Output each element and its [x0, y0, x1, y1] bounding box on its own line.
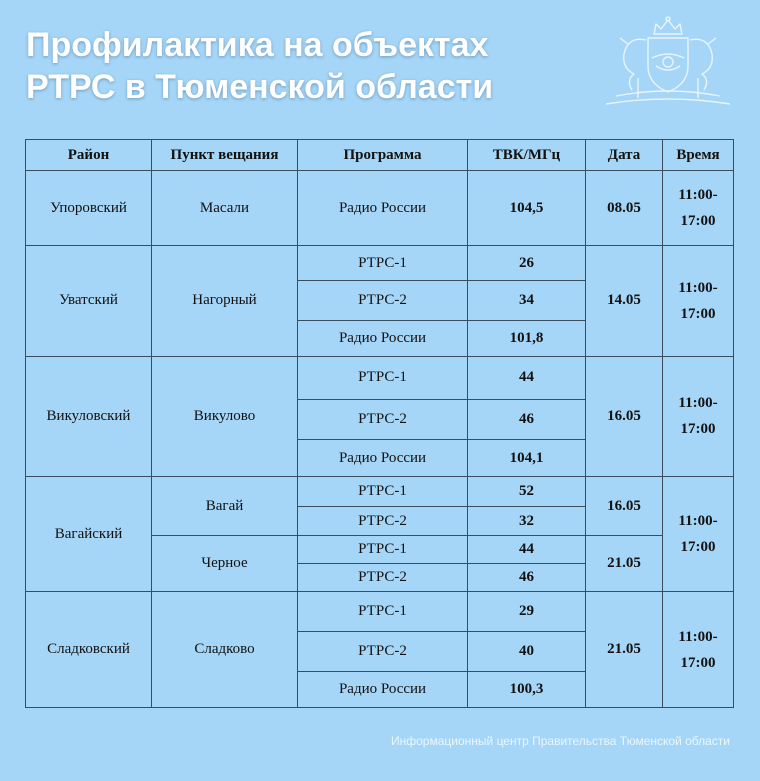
district-cell: Вагайский [26, 477, 152, 592]
program-cell: РТРС-2 [298, 564, 468, 592]
date-cell: 21.05 [586, 536, 663, 592]
time-cell [663, 477, 734, 592]
header-date: Дата [586, 140, 663, 171]
program-cell: РТРС-2 [298, 281, 468, 320]
channel-cell: 52 [468, 477, 586, 507]
header-district: Район [26, 140, 152, 171]
broadcast-point-cell: Викулово [152, 356, 298, 476]
table-header-row [26, 140, 734, 171]
time-cell [663, 356, 734, 476]
channel-cell: 29 [468, 592, 586, 631]
program-cell: РТРС-1 [298, 477, 468, 507]
header-broadcast-point: Пункт вещания [152, 140, 298, 171]
channel-cell: 26 [468, 246, 586, 281]
program-cell: РТРС-1 [298, 246, 468, 281]
program-cell: Радио России [298, 439, 468, 476]
maintenance-schedule-table [25, 139, 734, 708]
date-cell: 16.05 [586, 356, 663, 476]
title-line-1: Профилактика на объектах [26, 26, 489, 64]
channel-cell: 104,1 [468, 439, 586, 476]
time-cell [663, 592, 734, 708]
broadcast-point-cell: Черное [152, 536, 298, 592]
time-start: 11:00- [678, 279, 718, 296]
program-cell: Радио России [298, 320, 468, 356]
table-row [26, 477, 734, 507]
district-cell: Уватский [26, 246, 152, 356]
date-cell: 08.05 [586, 171, 663, 246]
time-start: 11:00- [678, 513, 718, 530]
date-cell: 21.05 [586, 592, 663, 708]
program-cell: РТРС-1 [298, 536, 468, 564]
program-cell: РТРС-1 [298, 592, 468, 631]
table-row [26, 171, 734, 246]
time-end: 17:00 [680, 539, 716, 556]
broadcast-point-cell: Вагай [152, 477, 298, 536]
channel-cell: 40 [468, 631, 586, 671]
tyumen-coat-of-arms-icon [598, 14, 738, 110]
channel-cell: 44 [468, 356, 586, 399]
channel-cell: 104,5 [468, 171, 586, 246]
channel-cell: 44 [468, 536, 586, 564]
time-start: 11:00- [678, 395, 718, 412]
district-cell: Викуловский [26, 356, 152, 476]
district-cell: Упоровский [26, 171, 152, 246]
table-row [26, 246, 734, 281]
channel-cell: 34 [468, 281, 586, 320]
date-cell: 16.05 [586, 477, 663, 536]
broadcast-point-cell: Сладково [152, 592, 298, 708]
date-cell: 14.05 [586, 246, 663, 356]
time-cell [663, 171, 734, 246]
table-row [26, 356, 734, 399]
time-start: 11:00- [678, 628, 718, 645]
broadcast-point-cell: Нагорный [152, 246, 298, 356]
program-cell: РТРС-1 [298, 356, 468, 399]
program-cell: РТРС-2 [298, 399, 468, 439]
channel-cell: 32 [468, 507, 586, 536]
program-cell: Радио России [298, 171, 468, 246]
header-time: Время [663, 140, 734, 171]
header-program: Программа [298, 140, 468, 171]
footer-credit: Информационный центр Правительства Тюменской области [391, 734, 730, 748]
title-line-2: РТРС в Тюменской области [26, 68, 494, 106]
channel-cell: 46 [468, 399, 586, 439]
channel-cell: 100,3 [468, 671, 586, 707]
header-channel-frequency: ТВК/МГц [468, 140, 586, 171]
time-end: 17:00 [680, 305, 716, 322]
program-cell: РТРС-2 [298, 507, 468, 536]
channel-cell: 101,8 [468, 320, 586, 356]
program-cell: Радио России [298, 671, 468, 707]
program-cell: РТРС-2 [298, 631, 468, 671]
broadcast-point-cell: Масали [152, 171, 298, 246]
time-end: 17:00 [680, 421, 716, 438]
time-start: 11:00- [678, 187, 718, 204]
district-cell: Сладковский [26, 592, 152, 708]
table-row [26, 592, 734, 631]
time-end: 17:00 [680, 654, 716, 671]
time-cell [663, 246, 734, 356]
time-end: 17:00 [680, 213, 716, 230]
channel-cell: 46 [468, 564, 586, 592]
page-title [26, 24, 493, 108]
